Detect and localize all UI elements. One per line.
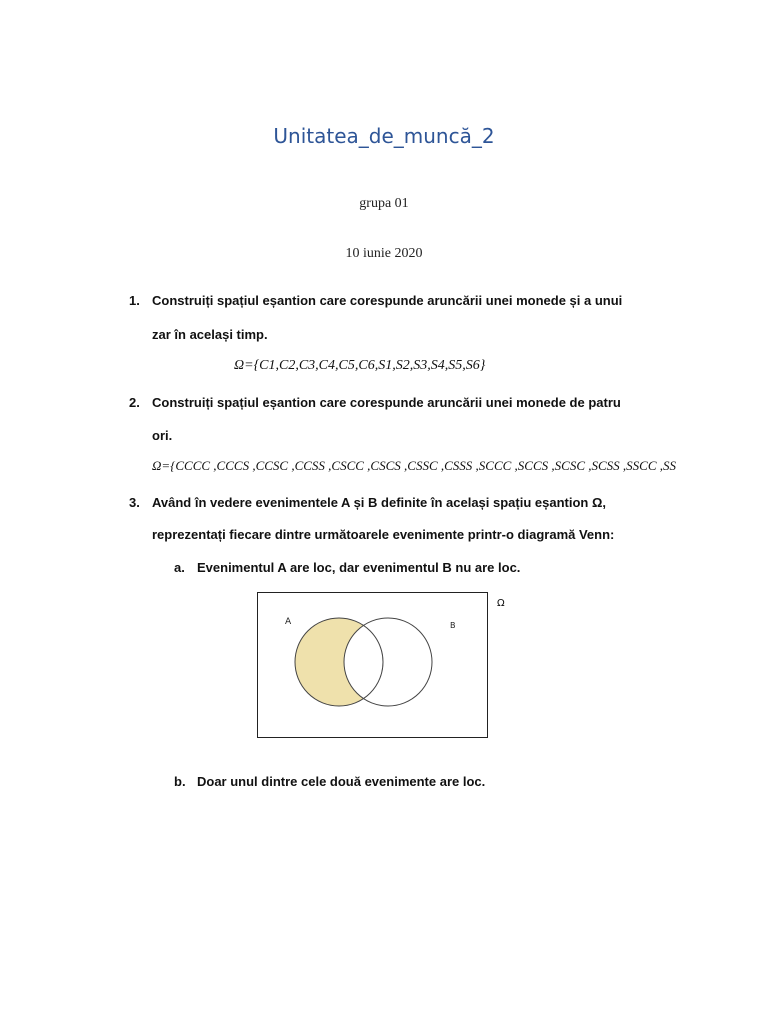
subitem-b-text: Doar unul dintre cele două evenimente are loc.: [197, 774, 486, 789]
subitem-b-letter: b.: [174, 774, 186, 789]
question-1-line-2: zar în același timp.: [152, 327, 268, 342]
venn-label-b: B: [450, 621, 456, 630]
venn-diagram: [257, 592, 489, 740]
question-3-number: 3.: [129, 495, 140, 510]
subitem-a-text: Evenimentul A are loc, dar evenimentul B nu are loc.: [197, 560, 521, 575]
question-2-answer: Ω={CCCC ,CCCS ,CCSC ,CCSS ,CSCC ,CSCS ,CSSC ,CSSS ,SCCC ,SCCS ,SCSC ,SCSS ,SSCC ,SS: [152, 458, 676, 473]
question-1-number: 1.: [129, 293, 140, 308]
question-2-line-1: Construiți spațiul eșantion care corespunde aruncării unei monede de patru: [152, 395, 621, 410]
venn-omega-label: Ω: [497, 598, 505, 609]
subitem-a-letter: a.: [174, 560, 185, 575]
group-label: grupa 01: [359, 196, 409, 211]
question-3-line-1: Având în vedere evenimentele A și B definite în același spațiu eșantion Ω,: [152, 495, 607, 510]
question-1-answer: Ω={C1,C2,C3,C4,C5,C6,S1,S2,S3,S4,S5,S6}: [234, 358, 486, 373]
venn-label-a: A: [285, 617, 292, 627]
date-label: 10 iunie 2020: [345, 246, 423, 261]
question-1-line-1: Construiți spațiul eșantion care corespunde aruncării unei monede și a unui: [152, 293, 623, 308]
question-2-line-2: ori.: [152, 428, 173, 443]
question-2-number: 2.: [129, 395, 140, 410]
page-title: Unitatea_de_muncă_2: [273, 124, 495, 148]
question-3-line-2: reprezentați fiecare dintre următoarele evenimente printr-o diagramă Venn:: [152, 527, 615, 542]
